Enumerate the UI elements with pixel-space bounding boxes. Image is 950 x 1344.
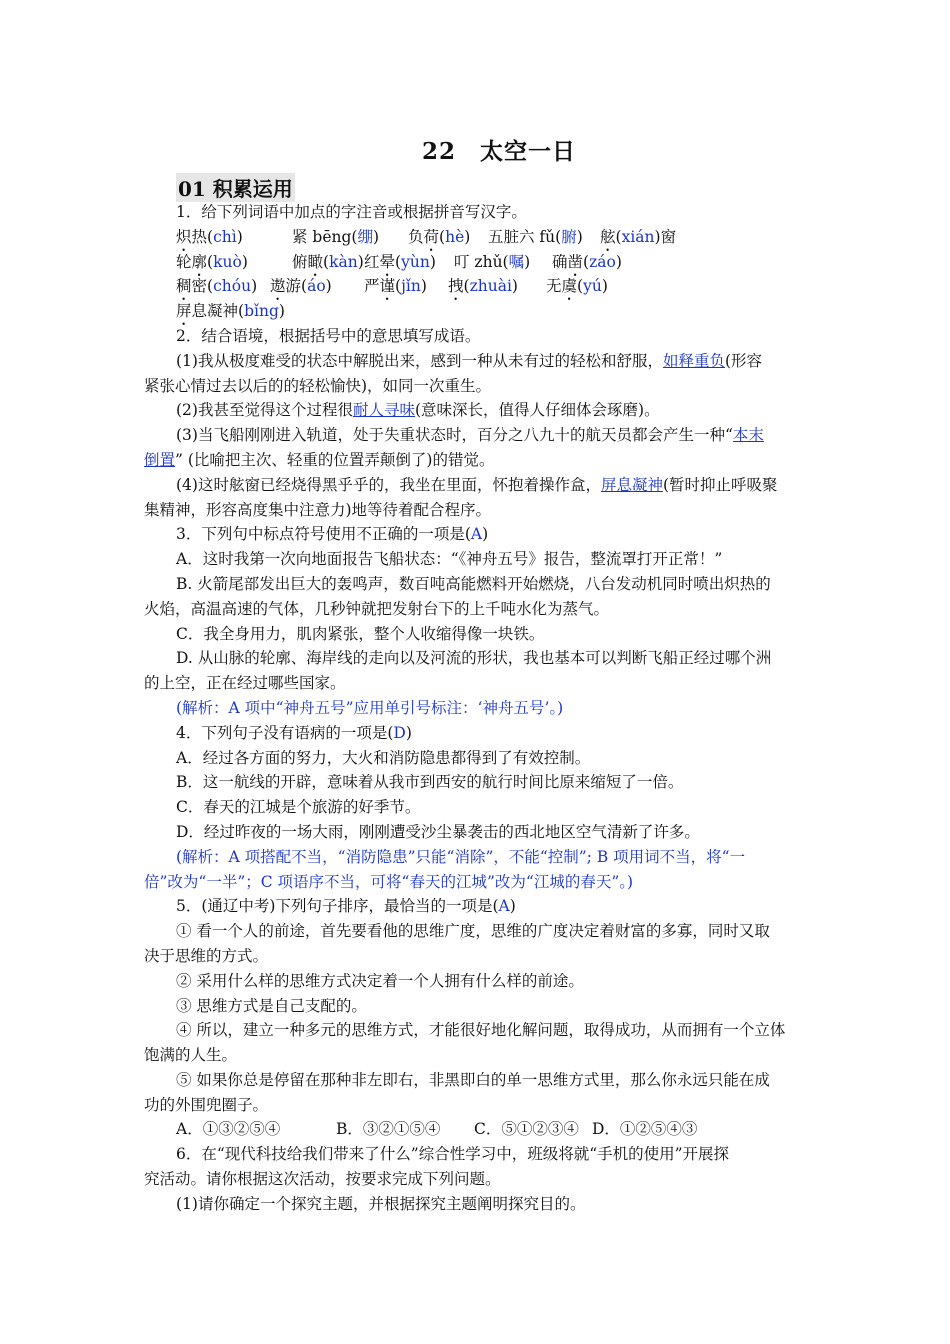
q3-explanation: (解析：A 项中“神舟五号”应用单引号标注：‘神舟五号’。) [176,698,564,717]
q2-sentence-1-cont: 紧张心情过去以后的的轻松愉快)，如同一次重生。 [144,376,492,395]
q1-text: 红 [364,252,380,271]
q5-stem [144,894,808,919]
q1-answer: kàn [329,252,358,271]
q1-text: ( [615,227,622,246]
q3-stem [144,522,808,547]
q1-text: ) [576,227,583,246]
q1-answer: bǐng [244,302,279,321]
q1-word-item [364,274,448,304]
q1-row [144,274,808,299]
q1-text: ( [207,252,214,271]
q1-dotted-char: 遨 [270,277,286,296]
q2-text: (暂时抑止呼吸聚 [662,475,778,494]
q2-answer-2: 耐人寻味 [352,401,415,420]
q1-dotted-char: 晕 [379,252,396,271]
q1-text: ( [323,252,330,271]
q1-text: 严 [364,277,380,296]
q2-sentence-3 [144,423,808,448]
q1-text: ) [615,252,622,271]
q5-sentence-1: ① 看一个人的前途，首先要看他的思维广度，思维的广度决定着财富的多寡，同时又取 [176,922,770,941]
q1-answer: 嘱 [508,252,525,271]
q3-option-c: C．我全身用力，肌肉紧张，整个人收缩得像一块铁。 [176,624,545,643]
q1-word-item [292,225,408,250]
q5-option: B．③②①⑤④ [336,1120,441,1139]
q1-word-item [454,250,552,275]
page-title: 22 太空一日 [421,138,576,165]
q5-sentence-2: ② 采用什么样的思维方式决定着一个人拥有什么样的前途。 [176,971,584,990]
q6-stem: 6．在“现代科技给我们带来了什么”综合性学习中，班级将就“手机的使用”开展探 [176,1145,730,1164]
q1-dotted-char: 瞰 [307,252,324,271]
q4-option-b: B．这一航线的开辟，意味着从我市到西安的航行时间比原来缩短了一倍。 [176,773,684,792]
q2-answer-3b: 倒置 [144,450,176,469]
q1-dotted-char: 炽 [176,227,192,246]
q1-text: ) [325,277,332,296]
q2-sentence-4-cont: 集精神，形容高度集中注意力)地等待着配合程序。 [144,500,492,519]
q1-text: ( [439,227,446,246]
q1-text: 负 [408,227,424,246]
q3-option-b-cont: 火焰，高温高速的气体，几秒钟就把发射台下的上千吨水化为蒸气。 [144,599,610,618]
q1-dotted-char: 虞 [561,277,578,296]
q1-text: ( [583,252,590,271]
q1-dotted-char: 舷 [600,227,616,246]
q1-text: ) [464,227,471,246]
q4-stem [144,721,808,746]
q5-sentence-1-cont: 决于思维的方式。 [144,946,269,965]
q1-answer: 绷 [357,227,373,246]
q1-text: ( [395,277,402,296]
q1-dotted-char: 稠 [176,277,192,296]
q1-dotted-char: 廓 [191,252,208,271]
q1-text: ) [241,252,248,271]
q1-word-item [448,274,546,304]
q1-row [144,250,808,275]
q5-option: D．①②⑤④③ [592,1120,698,1139]
q1-text: ) [429,252,436,271]
q2-text: (意味深长，值得人仔细体会琢磨)。 [414,401,660,420]
q5-options [144,1117,808,1142]
q1-answer: chì [213,227,237,246]
q4-explanation-cont: 倍”改为“一半”；C 项语序不当，可将“春天的江城”改为“江城的春天”。) [144,872,634,891]
q2-sentence-1 [144,349,808,374]
q5-sentence-4: ④ 所以，建立一种多元的思维方式，才能很好地化解问题，取得成功，从而拥有一个立体 [176,1021,786,1040]
q1-text: ) [511,277,518,296]
q3-close: ) [482,525,489,544]
q4-option-a: A．经过各方面的努力，大火和消防隐患都得到了有效控制。 [176,748,591,767]
q2-text: (3)当飞船刚刚进入轨道，处于失重状态时，百分之八九十的航天员都会产生一种“ [176,426,733,445]
q5-sentence-4-cont: 饱满的人生。 [144,1046,238,1065]
q2-stem: 2．结合语境，根据括号中的意思填写成语。 [176,326,481,345]
q2-text: (2)我甚至觉得这个过程很 [176,401,353,420]
q1-text: ) [236,227,243,246]
q1-text: ( [395,252,402,271]
q1-dotted-char: 谨 [379,277,396,296]
q1-text: 密( [191,277,214,296]
q1-stem: 1．给下列词语中加点的字注音或根据拼音写汉字。 [176,203,527,221]
q2-text: (形容 [724,351,763,370]
q1-answer: yùn [401,252,430,271]
q1-answer: jǐn [401,277,421,296]
q1-text: 俯 [292,252,308,271]
q1-answer: yú [583,277,602,296]
q1-text: )窗 [654,227,677,246]
q1-text: 无 [546,277,562,296]
q1-text: 确 [552,252,568,271]
q2-text: ” (比喻把主次、轻重的位置弄颠倒了)的错觉。 [175,450,495,469]
q1-dotted-char: 拽 [448,277,464,296]
q1-text: ) [373,227,380,246]
q1-text: ) [601,277,608,296]
q1-text: 游( [285,277,308,296]
q3-answer: A [470,525,483,544]
q3-option-d-cont: 的上空，正在经过哪些国家。 [144,674,346,693]
q2-answer-4: 屏息凝神 [600,475,663,494]
q2-sentence-2 [144,398,808,423]
q2-answer-1: 如释重负 [662,351,725,370]
q5-close: ) [509,897,516,916]
q5-answer: A [498,897,510,916]
q4-close: ) [405,723,412,742]
q5-sentence-5-cont: 功的外围兜圈子。 [144,1095,269,1114]
q1-text: 轮 [176,252,192,271]
q5-option: C．⑤①②③④ [474,1120,579,1139]
q1-answer: hè [445,227,465,246]
q4-explanation: (解析：A 项搭配不当，“消防隐患”只能“消除”，不能“控制”; B 项用词不当，将“一 [176,847,746,866]
section-heading: 01 积累运用 [176,173,295,202]
q2-text: (1)我从极度难受的状态中解脱出来，感到一种从未有过的轻松和舒服， [176,351,663,370]
q1-text: ) [420,277,427,296]
q1-text: ) [251,277,258,296]
q2-sentence-3-cont [144,448,808,473]
q6-part-1: (1)请你确定一个探究主题，并根据探究主题阐明探究目的。 [176,1194,586,1213]
q3-option-d: D. 从山脉的轮廓、海岸线的走向以及河流的形状，我也基本可以判断飞船正经过哪个洲 [176,649,772,668]
q1-answer: áo [307,277,326,296]
q5-sentence-5: ⑤ 如果你总是停留在那种非左即右，非黑即白的单一思维方式里，那么你永远只能在成 [176,1070,770,1089]
q1-row [144,225,808,250]
q1-text: ( [463,277,470,296]
q1-text: ( [577,277,584,296]
q1-dotted-char: 荷 [423,227,440,246]
exercise-content [144,200,808,1217]
q1-dotted-char: 凿 [567,252,584,271]
q5-option: A．①③②⑤④ [176,1120,281,1139]
q2-answer-3a: 本末 [732,426,764,445]
q1-word-item [546,274,608,304]
q1-dotted-char: 屏 [176,302,192,321]
q1-text: ) [357,252,364,271]
q4-option-d: D．经过昨夜的一场大雨，刚刚遭受沙尘暴袭击的西北地区空气清新了许多。 [176,822,700,841]
q5-sentence-3: ③ 思维方式是自己支配的。 [176,996,367,1015]
q1-answer: záo [589,252,616,271]
q3-option-b: B. 火箭尾部发出巨大的轰鸣声，数百吨高能燃料开始燃烧，八台发动机同时喷出炽热的 [176,574,771,593]
q1-word-item [488,225,600,250]
q1-text: 叮 zhǔ( [454,252,509,271]
q1-text: 紧 bēng( [292,227,358,246]
q4-option-c: C．春天的江城是个旅游的好季节。 [176,798,421,817]
q1-answer: zhuài [469,277,512,296]
q1-answer: 腑 [561,227,577,246]
q5-stem-text: 5．(通辽中考)下列句子排序，最恰当的一项是( [176,897,499,916]
q1-answer: chóu [213,277,252,296]
q4-stem-text: 4．下列句子没有语病的一项是( [176,723,394,742]
q2-sentence-4 [144,473,808,498]
q1-answer: kuò [213,252,242,271]
q1-answer: xián [621,227,655,246]
q4-answer: D [393,723,406,742]
q1-text: 五脏六 fǔ( [488,227,562,246]
q1-text: 热( [191,227,214,246]
q3-stem-text: 3．下列句中标点符号使用不正确的一项是( [176,525,471,544]
q1-text: ) [278,302,285,321]
q1-text: 息凝神( [191,302,245,321]
q2-text: (4)这时舷窗已经烧得黑乎乎的，我坐在里面，怀抱着操作盒， [176,475,601,494]
q1-text: ) [524,252,531,271]
q3-option-a: A．这时我第一次向地面报告飞船状态：“《神舟五号》报告，整流罩打开正常！” [176,550,723,569]
q6-stem-cont: 究活动。请你根据这次活动，按要求完成下列问题。 [144,1170,501,1189]
